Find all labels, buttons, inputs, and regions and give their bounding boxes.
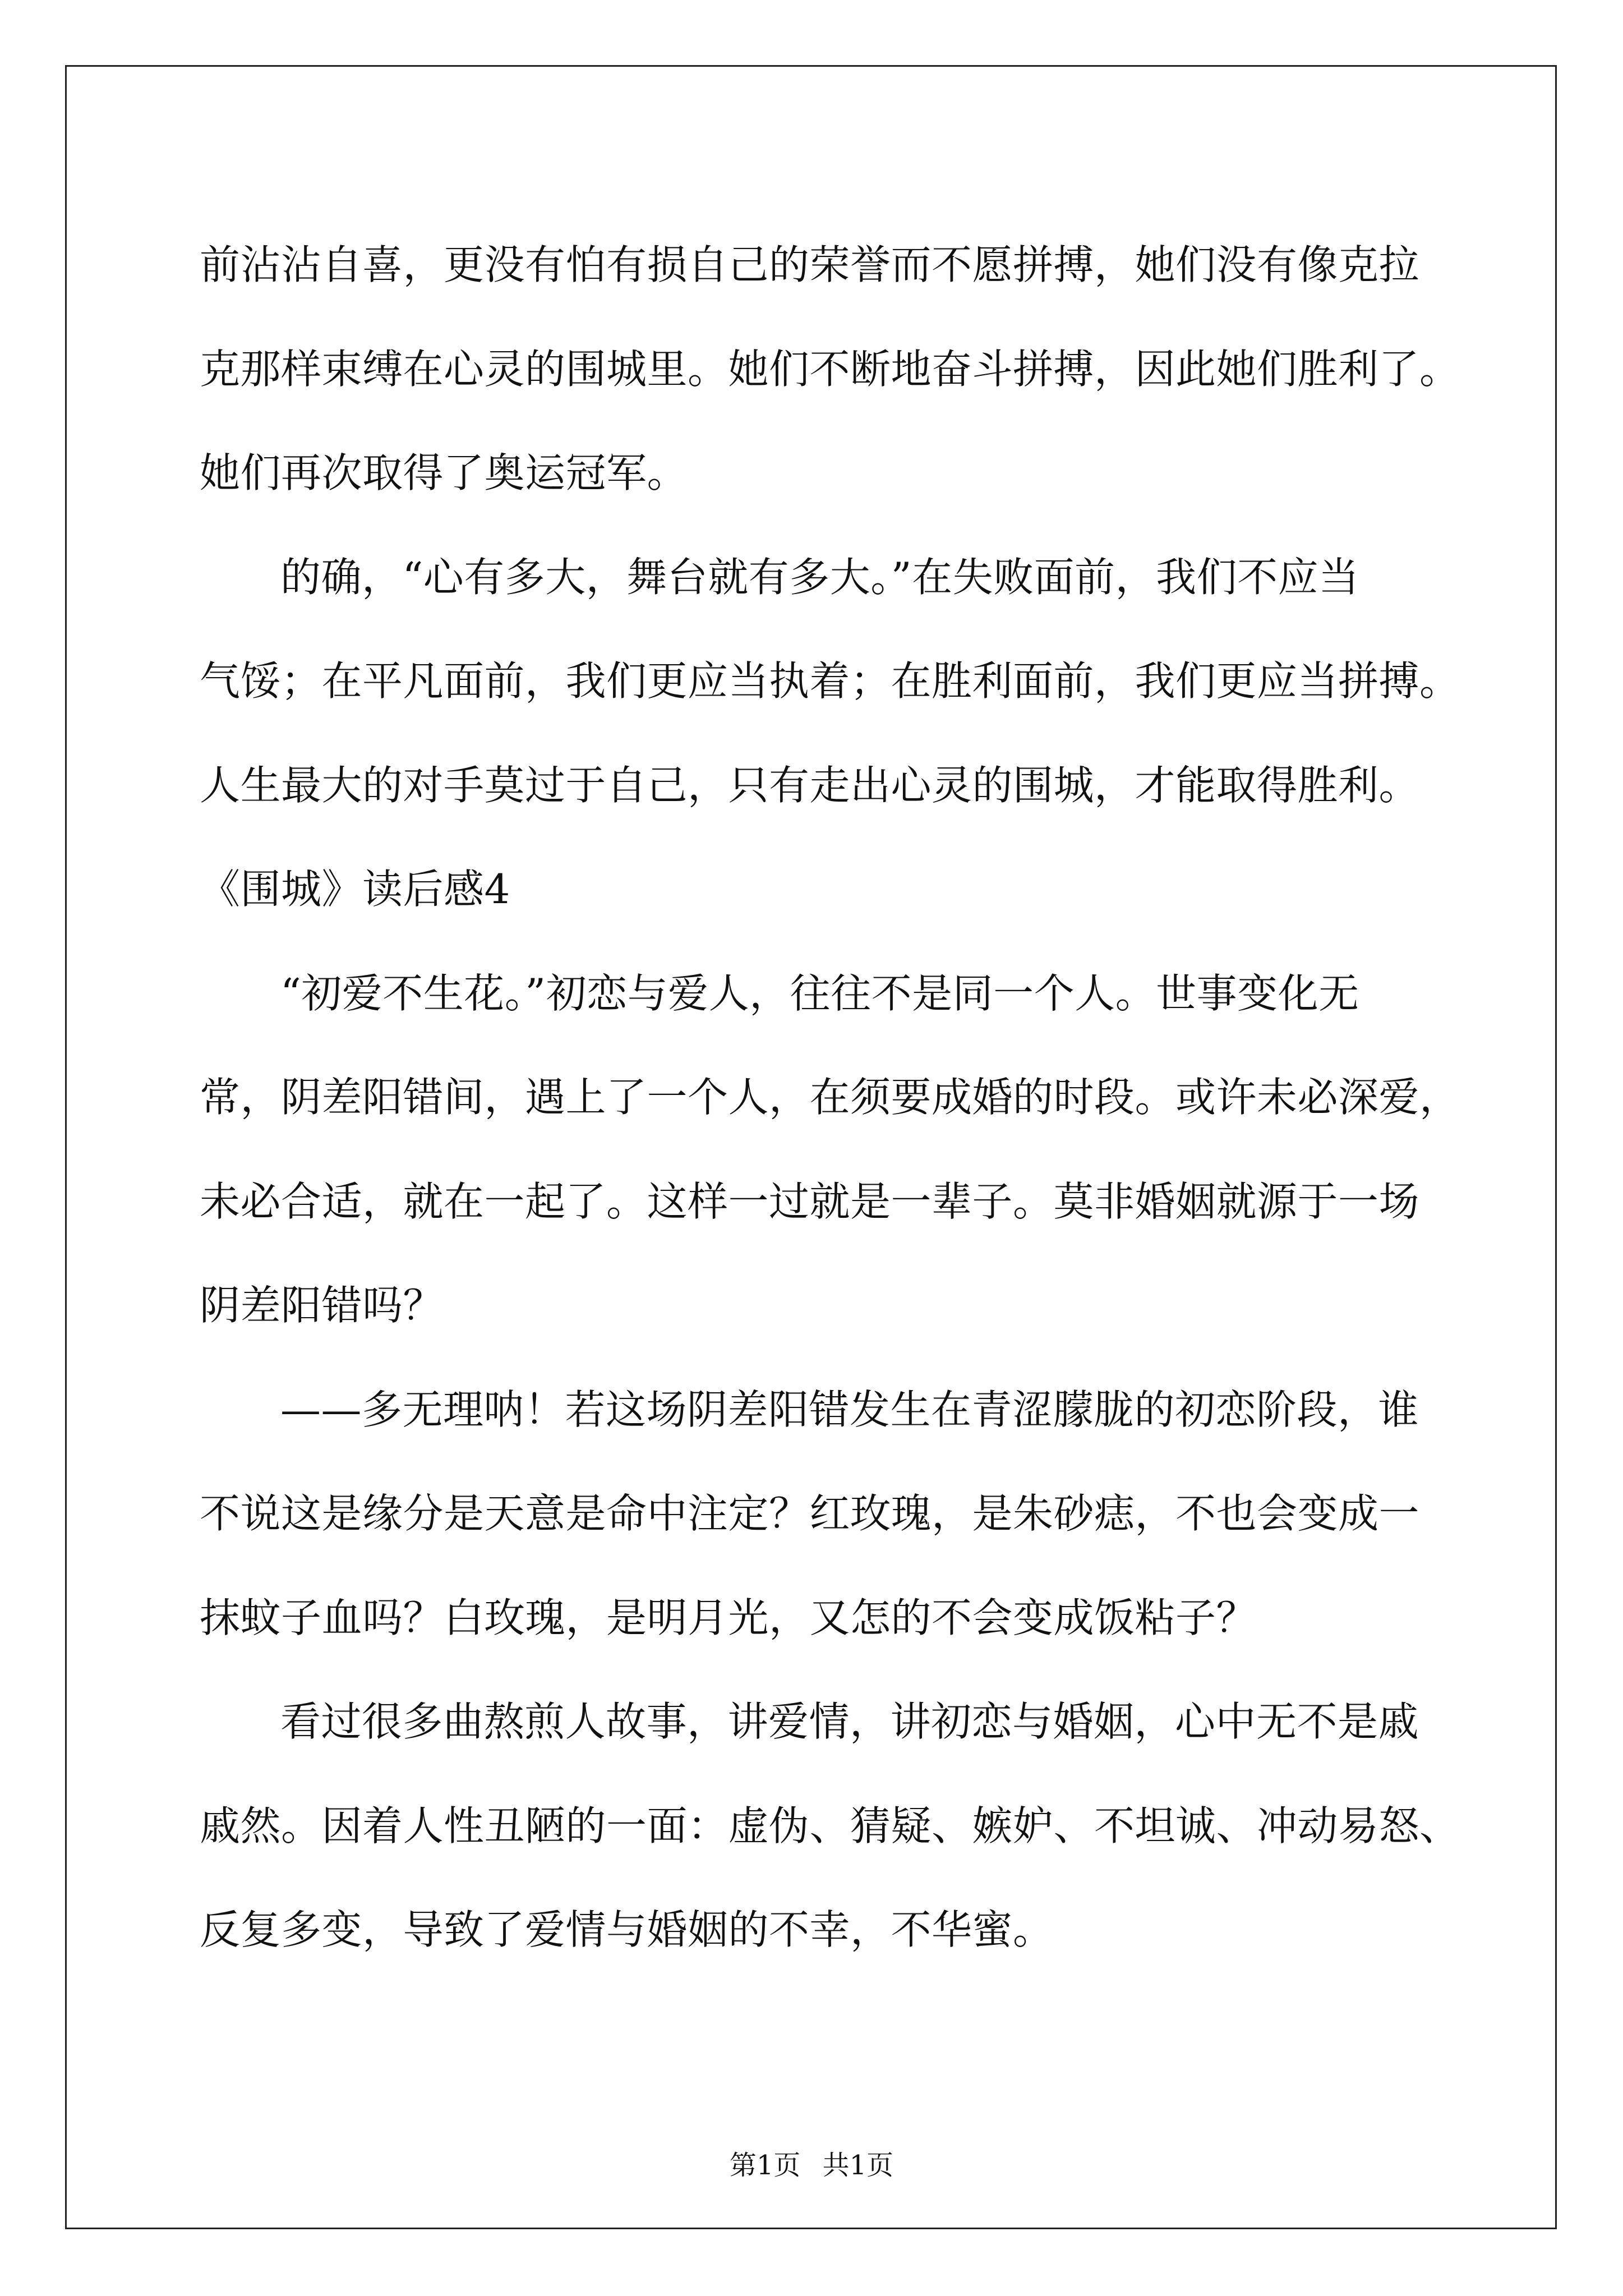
- text-line: 克那样束缚在心灵的围城里。她们不断地奋斗拼搏，因此她们胜利了。: [200, 345, 1460, 393]
- section-heading: 《围城》读后感4: [200, 866, 510, 913]
- text-line: 的确，“心有多大，舞台就有多大。”在失败面前，我们不应当: [280, 553, 1359, 601]
- text-line: 不说这是缘分是天意是命中注定？红玫瑰，是朱砂痣，不也会变成一: [200, 1490, 1420, 1537]
- text-line: 阴差阳错吗？: [200, 1282, 444, 1329]
- text-line: ——多无理呐！若这场阴差阳错发生在青涩朦胧的初恋阶段，谁: [280, 1386, 1419, 1433]
- text-line: 常，阴差阳错间，遇上了一个人，在须要成婚的时段。或许未必深爱，: [200, 1074, 1460, 1121]
- page-footer: [0, 2148, 1623, 2182]
- page-total: 共1页: [822, 2150, 894, 2181]
- text-line: 抹蚊子血吗？白玫瑰，是明月光，又怎的不会变成饭粘子？: [200, 1594, 1257, 1641]
- text-line: 戚然。因着人性丑陋的一面：虚伪、猜疑、嫉妒、不坦诚、冲动易怒、: [200, 1802, 1460, 1849]
- text-line: 看过很多曲熬煎人故事，讲爱情，讲初恋与婚姻，心中无不是戚: [280, 1698, 1419, 1745]
- document-body: [200, 213, 1460, 1982]
- text-line: 气馁；在平凡面前，我们更应当执着；在胜利面前，我们更应当拼搏。: [200, 657, 1460, 705]
- text-line: 反复多变，导致了爱情与婚姻的不幸，不华蜜。: [200, 1906, 1054, 1953]
- text-line: 人生最大的对手莫过于自己，只有走出心灵的围城，才能取得胜利。: [200, 761, 1420, 809]
- page-number: 第1页: [729, 2150, 801, 2181]
- text-line: 前沾沾自喜，更没有怕有损自己的荣誉而不愿拼搏，她们没有像克拉: [200, 241, 1420, 288]
- text-line: “初爱不生花。”初恋与爱人，往往不是同一个人。世事变化无: [280, 969, 1359, 1017]
- text-line: 她们再次取得了奥运冠军。: [200, 449, 688, 496]
- text-line: 未必合适，就在一起了。这样一过就是一辈子。莫非婚姻就源于一场: [200, 1177, 1420, 1225]
